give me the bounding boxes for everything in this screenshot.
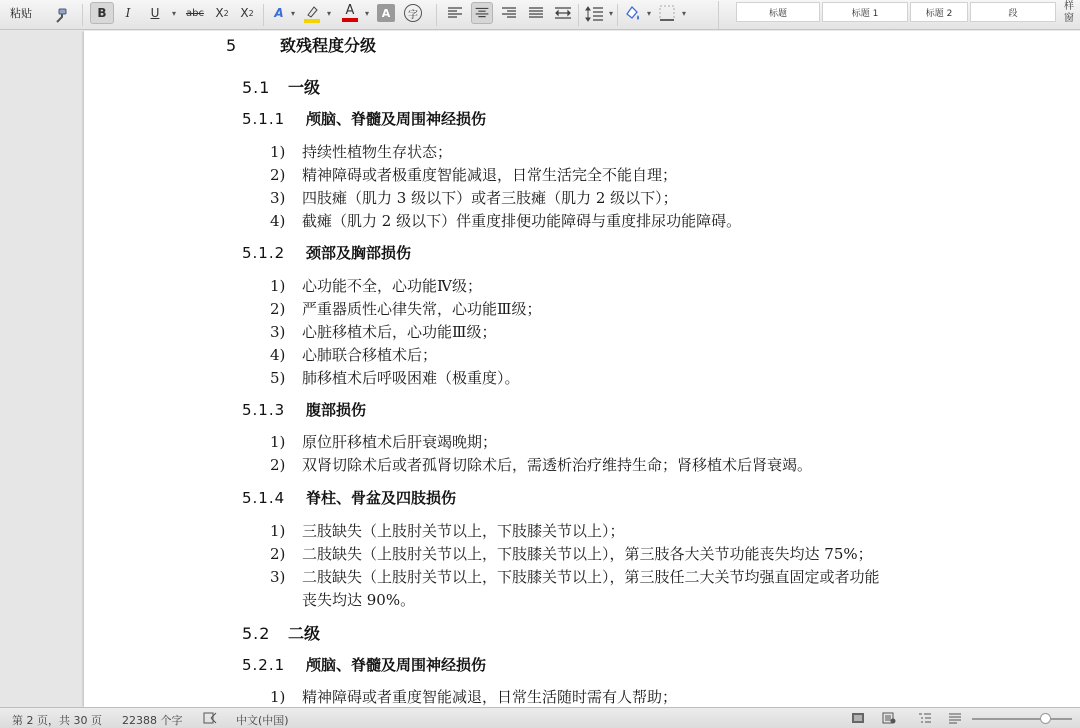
list-number: 4) <box>270 212 286 230</box>
distributed-align-icon[interactable] <box>552 2 574 24</box>
list-text: 原位肝移植术后肝衰竭晚期； <box>302 433 498 451</box>
paste-button[interactable]: 粘贴 <box>10 7 32 20</box>
list-text: 截瘫（肌力 2 级以下）伴重度排便功能障碍与重度排尿功能障碍。 <box>302 212 742 230</box>
proofing-icon[interactable] <box>203 712 217 724</box>
print-layout-icon[interactable] <box>851 712 865 724</box>
italic-button[interactable]: I <box>125 6 131 20</box>
heading-number: 5.1 <box>242 78 271 97</box>
list-item <box>270 566 880 587</box>
line-spacing-icon[interactable] <box>584 2 606 24</box>
list-text: 肺移植术后呼吸困难（极重度）。 <box>302 369 520 387</box>
line-spacing-dropdown-icon[interactable]: ▾ <box>608 8 613 18</box>
list-number: 4) <box>270 346 286 364</box>
list-number: 2) <box>270 456 286 474</box>
strikethrough-button[interactable]: abc <box>186 7 204 19</box>
heading-number: 5.2 <box>242 624 271 643</box>
list-text: 精神障碍或者极重度智能减退，日常生活完全不能自理； <box>302 166 678 184</box>
toolbar-divider <box>718 1 719 29</box>
list-item <box>270 431 497 452</box>
list-item <box>270 520 625 541</box>
list-item-continuation: 丧失均达 90%。 <box>302 591 416 609</box>
list-text: 四肢瘫（肌力 3 级以下）或者三肢瘫（肌力 2 级以下）； <box>302 189 678 207</box>
list-item <box>270 164 677 185</box>
list-item <box>270 686 677 707</box>
paragraph-shading-dropdown-icon[interactable]: ▾ <box>646 8 651 18</box>
outline-view-icon[interactable] <box>918 712 932 724</box>
superscript-label: X <box>240 6 249 20</box>
heading-text: 脊柱、骨盆及四肢损伤 <box>306 489 457 507</box>
list-item <box>270 298 541 319</box>
heading-text: 致残程度分级 <box>280 36 377 55</box>
superscript-mark: 2 <box>248 8 254 18</box>
toolbar-divider <box>578 4 579 26</box>
character-shading-button[interactable]: A <box>377 4 395 22</box>
list-item <box>270 543 873 564</box>
style-heading-1[interactable]: 标题 1 <box>822 2 908 22</box>
bold-button[interactable]: B <box>90 2 114 24</box>
heading-number: 5.2.1 <box>242 656 286 674</box>
list-number: 2) <box>270 300 286 318</box>
text-effects-button[interactable]: A <box>274 6 284 20</box>
heading-subsection <box>242 108 486 129</box>
list-text: 心肺联合移植术后； <box>302 346 438 364</box>
toolbar-divider <box>436 4 437 26</box>
draft-view-icon[interactable] <box>948 712 962 724</box>
zoom-slider[interactable] <box>972 718 1072 720</box>
highlight-dropdown-icon[interactable]: ▾ <box>326 8 331 18</box>
document-page[interactable] <box>84 31 1080 707</box>
heading-subsection <box>242 654 486 675</box>
align-center-icon[interactable] <box>471 2 493 24</box>
style-heading-2[interactable]: 标题 2 <box>910 2 968 22</box>
list-item <box>270 454 812 475</box>
word-count[interactable]: 22388 个字 <box>122 714 183 727</box>
font-color-letter: A <box>345 3 355 18</box>
subscript-label: X <box>215 6 224 20</box>
align-right-icon[interactable] <box>498 2 520 24</box>
toolbar-divider <box>263 4 264 26</box>
list-number: 2) <box>270 545 286 563</box>
list-number: 1) <box>270 143 286 161</box>
list-text: 心功能不全，心功能Ⅳ级； <box>302 277 482 295</box>
format-painter-icon[interactable] <box>52 8 68 24</box>
list-text: 心脏移植术后，心功能Ⅲ级； <box>302 323 497 341</box>
heading-text: 二级 <box>288 624 321 643</box>
list-text: 严重器质性心律失常，心功能Ⅲ级； <box>302 300 542 318</box>
list-number: 3) <box>270 323 286 341</box>
heading-number: 5 <box>226 36 238 55</box>
font-color-dropdown-icon[interactable]: ▾ <box>364 8 369 18</box>
list-number: 5) <box>270 369 286 387</box>
list-item <box>270 187 678 208</box>
heading-subsection <box>242 487 456 508</box>
heading-number: 5.1.3 <box>242 401 286 419</box>
list-number: 1) <box>270 433 286 451</box>
list-item <box>270 367 520 388</box>
style-title[interactable]: 标题 <box>736 2 820 22</box>
heading-number: 5.1.4 <box>242 489 286 507</box>
zoom-slider-handle[interactable] <box>1040 713 1051 724</box>
font-color-button[interactable] <box>339 2 361 24</box>
list-item <box>270 141 452 162</box>
list-number: 2) <box>270 166 286 184</box>
list-number: 1) <box>270 277 286 295</box>
borders-dropdown-icon[interactable]: ▾ <box>681 8 686 18</box>
heading-chapter <box>226 33 376 56</box>
list-number: 3) <box>270 189 286 207</box>
heading-text: 颅脑、脊髓及周围神经损伤 <box>306 110 487 128</box>
list-number: 1) <box>270 522 286 540</box>
list-text: 二肢缺失（上肢肘关节以上，下肢膝关节以上），第三肢任二大关节均强直固定或者功能 <box>302 568 880 586</box>
heading-text: 一级 <box>288 78 321 97</box>
subscript-mark: 2 <box>223 8 229 18</box>
heading-text: 颈部及胸部损伤 <box>306 244 412 262</box>
heading-section <box>242 75 320 98</box>
justify-icon[interactable] <box>525 2 547 24</box>
heading-number: 5.1.2 <box>242 244 286 262</box>
highlight-icon[interactable] <box>301 2 323 24</box>
list-text: 三肢缺失（上肢肘关节以上，下肢膝关节以上）； <box>302 522 625 540</box>
styles-pane-button[interactable] <box>1064 1 1074 25</box>
document-canvas[interactable] <box>0 31 1080 707</box>
list-text: 双肾切除术后或者孤肾切除术后，需透析治疗维持生命；肾移植术后肾衰竭。 <box>302 456 813 474</box>
superscript-button[interactable] <box>236 2 258 24</box>
list-number: 3) <box>270 568 286 586</box>
underline-button[interactable]: U <box>150 6 160 20</box>
list-text: 二肢缺失（上肢肘关节以上，下肢膝关节以上），第三肢各大关节功能丧失均达 75%； <box>302 545 873 563</box>
web-layout-icon[interactable] <box>882 712 896 724</box>
heading-section <box>242 621 320 644</box>
phonetic-guide-button[interactable]: 字 <box>404 4 422 22</box>
text-effects-dropdown-icon[interactable]: ▾ <box>290 8 295 18</box>
status-bar <box>0 707 1080 728</box>
list-item <box>270 321 496 342</box>
heading-subsection <box>242 399 366 420</box>
heading-text: 腹部损伤 <box>306 401 367 419</box>
toolbar-divider <box>617 4 618 26</box>
list-item <box>270 210 741 231</box>
list-text: 持续性植物生存状态； <box>302 143 453 161</box>
heading-subsection <box>242 242 411 263</box>
borders-icon[interactable] <box>656 2 678 24</box>
underline-dropdown-icon[interactable]: ▾ <box>171 8 176 18</box>
styles-pane-label-2: 窗 <box>1064 13 1074 24</box>
page-count[interactable]: 第 2 页，共 30 页 <box>12 714 102 727</box>
subscript-button[interactable] <box>211 2 233 24</box>
list-item <box>270 275 482 296</box>
language-indicator[interactable]: 中文(中国) <box>236 714 289 727</box>
list-text: 精神障碍或者重度智能减退，日常生活随时需有人帮助； <box>302 688 678 706</box>
style-paragraph[interactable]: 段 <box>970 2 1056 22</box>
list-item <box>270 344 437 365</box>
heading-text: 颅脑、脊髓及周围神经损伤 <box>306 656 487 674</box>
heading-number: 5.1.1 <box>242 110 286 128</box>
align-left-icon[interactable] <box>444 2 466 24</box>
toolbar-divider <box>82 4 83 26</box>
styles-pane-label-1: 样 <box>1064 1 1074 12</box>
paragraph-shading-icon[interactable] <box>621 2 643 24</box>
list-number: 1) <box>270 688 286 706</box>
ribbon-toolbar <box>0 0 1080 30</box>
font-color-bar <box>342 18 358 22</box>
